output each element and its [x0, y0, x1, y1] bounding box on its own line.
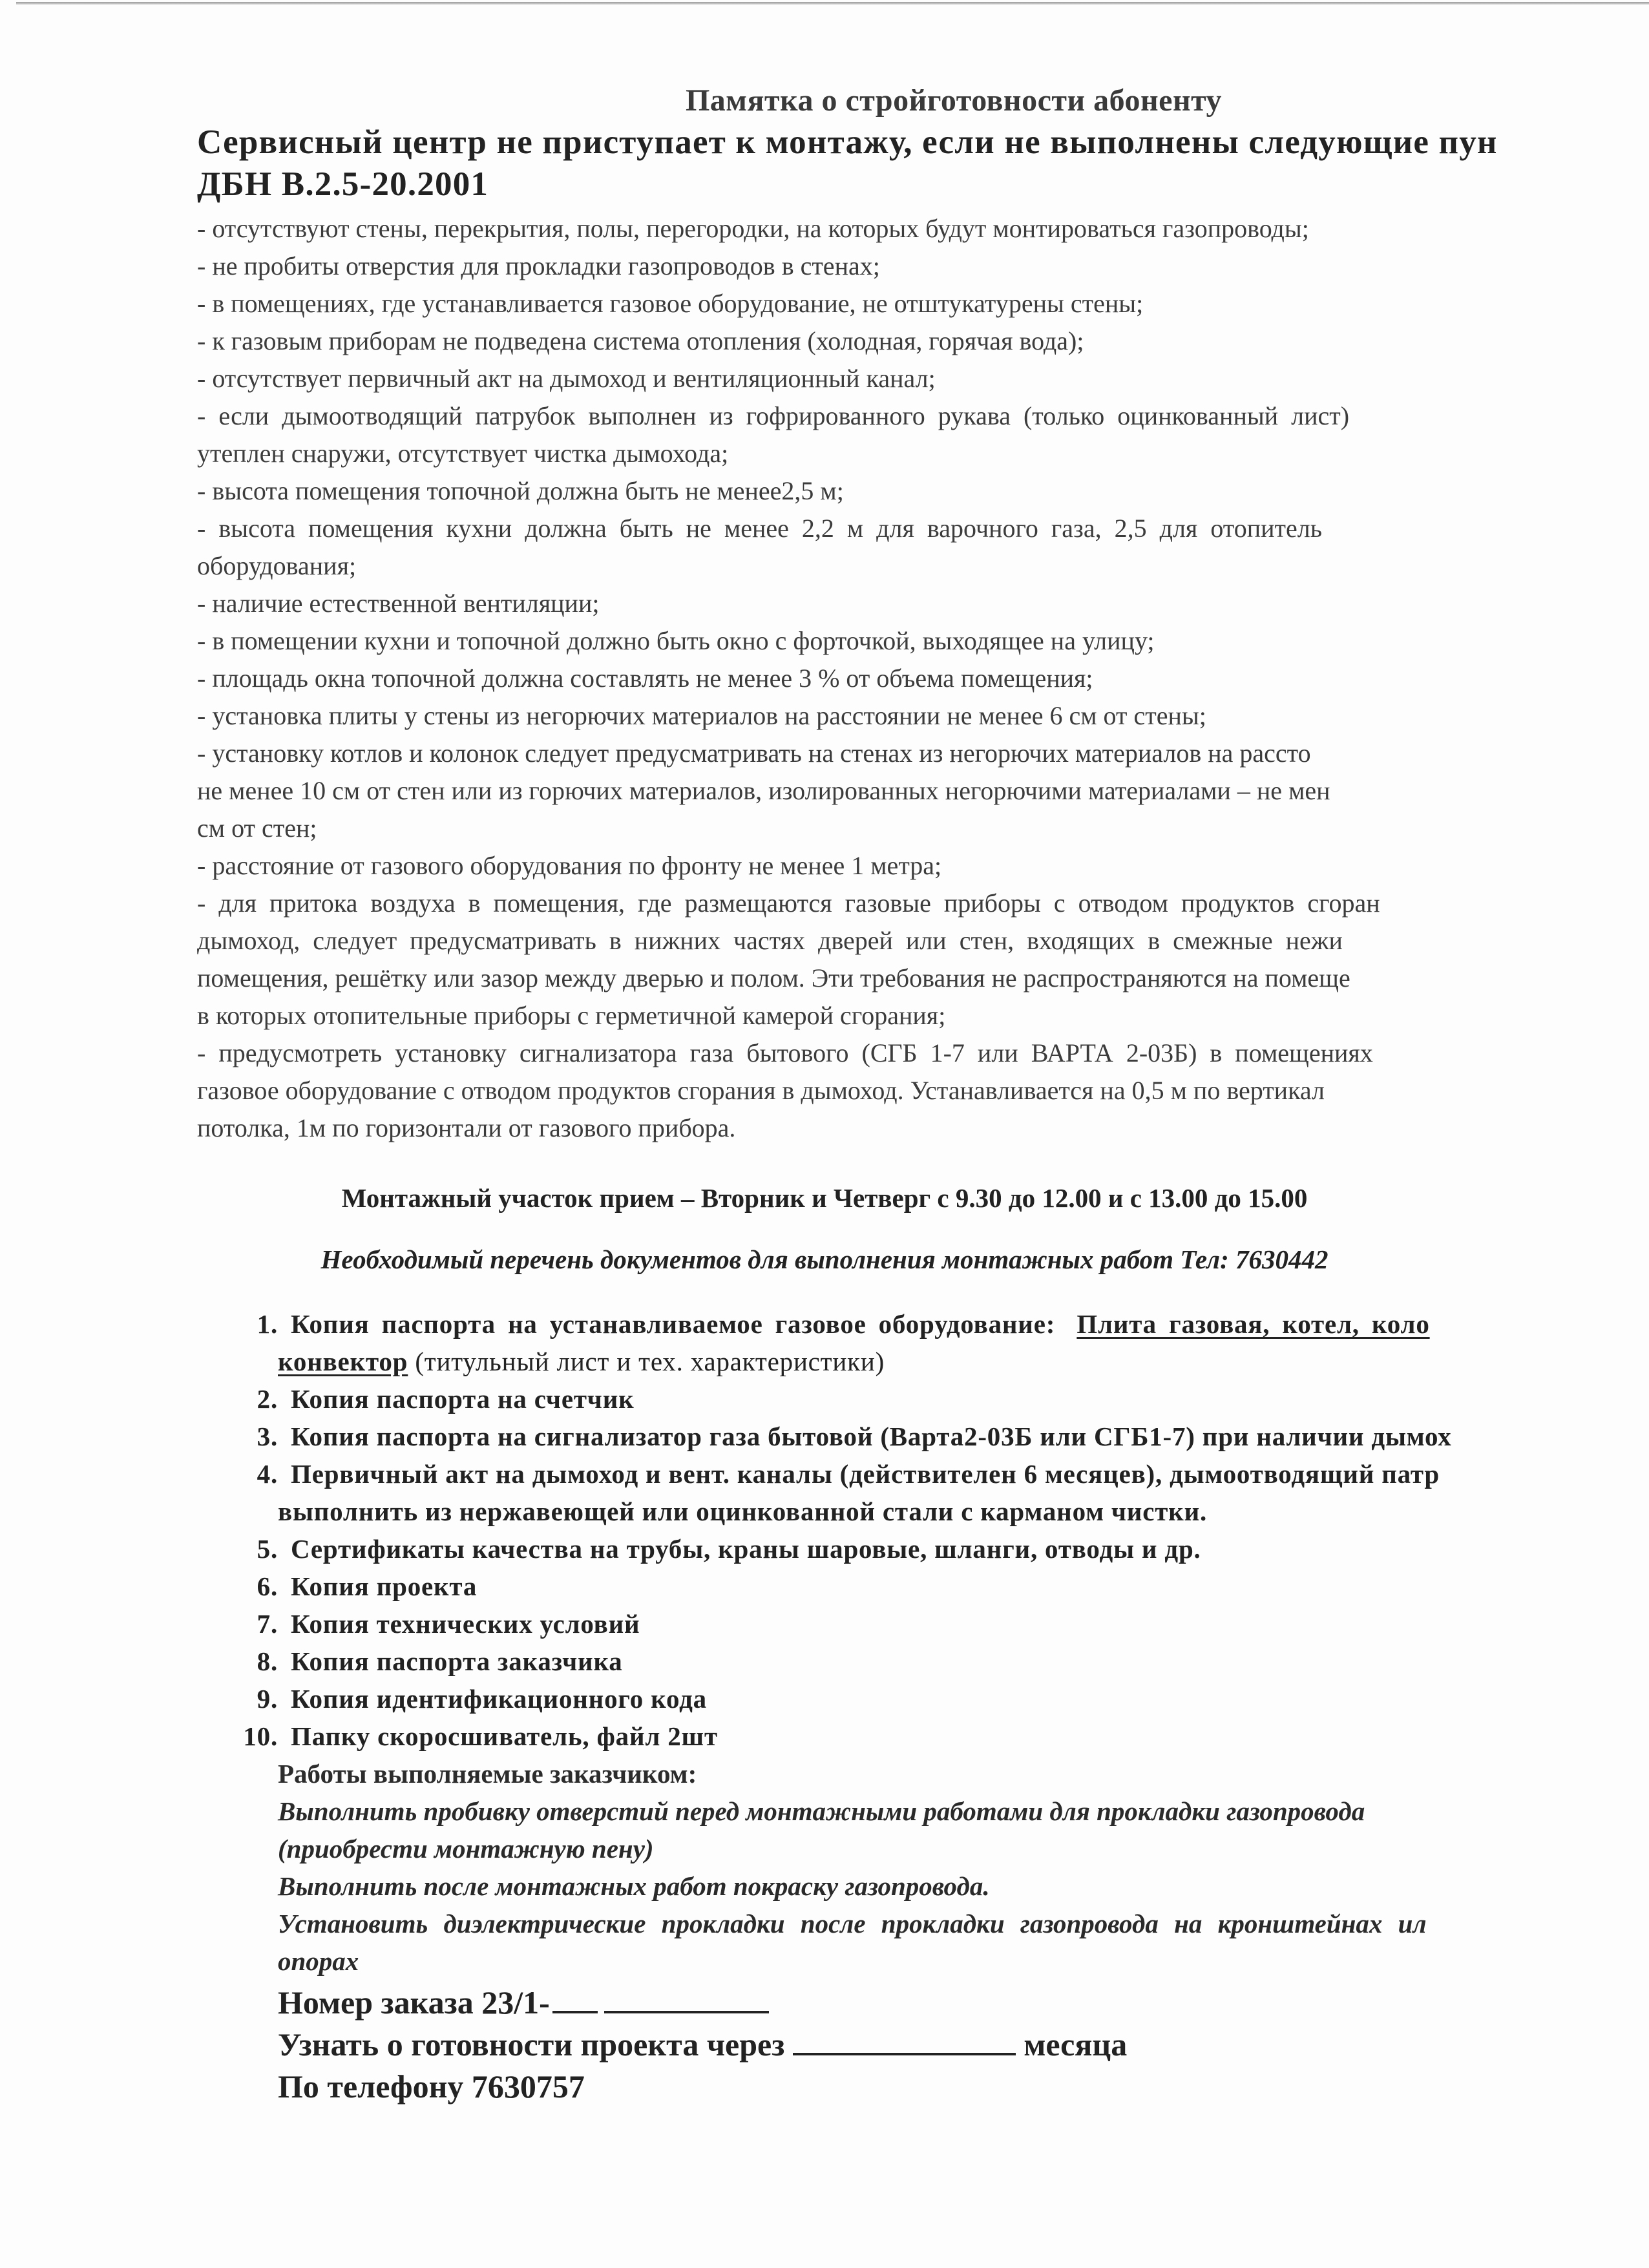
- requirement-line: - установка плиты у стены из негорючих материалов на расстоянии не менее 6 см от стены;: [197, 701, 1206, 730]
- list-item-continuation: конвектор (титульный лист и тех. характеристики): [278, 1347, 885, 1376]
- phone-line: По телефону 7630757: [278, 2068, 585, 2105]
- list-item: 9. Копия идентификационного кода: [257, 1684, 707, 1714]
- customer-works-title: Работы выполняемые заказчиком:: [278, 1759, 697, 1789]
- requirement-line: в которых отопительные приборы с герметичной камерой сгорания;: [197, 1001, 946, 1030]
- months-blank[interactable]: [793, 2027, 1016, 2055]
- list-item: 6. Копия проекта: [257, 1571, 478, 1601]
- list-item: 8. Копия паспорта заказчика: [257, 1646, 623, 1676]
- requirement-line: - к газовым приборам не подведена система отопления (холодная, горячая вода);: [197, 326, 1084, 355]
- requirement-line: - для притока воздуха в помещения, где размещаются газовые приборы с отводом продуктов сгоран: [197, 888, 1380, 918]
- requirement-line: помещения, решётку или зазор между дверью и полом. Эти требования не распространяются на помеще: [197, 963, 1350, 992]
- customer-work-line: Выполнить после монтажных работ покраску газопровода.: [278, 1871, 990, 1901]
- requirement-line: - наличие естественной вентиляции;: [197, 589, 600, 618]
- requirement-line: дымоход, следует предусматривать в нижних частях дверей или стен, входящих в смежные нежи: [197, 926, 1343, 955]
- document-title: Памятка о стройготовности абоненту: [685, 83, 1223, 118]
- requirement-line: - высота помещения кухни должна быть не менее 2,2 м для варочного газа, 2,5 для отопитель: [197, 514, 1322, 543]
- requirement-line: - установку котлов и колонок следует предусматривать на стенах из негорючих материалов на рассто: [197, 739, 1311, 768]
- list-item: 1. Копия паспорта на устанавливаемое газовое оборудование: Плита газовая, котел, коло: [257, 1309, 1430, 1339]
- customer-work-line: Выполнить пробивку отверстий перед монтажными работами для прокладки газопровода: [278, 1796, 1365, 1826]
- requirement-line: - отсутствуют стены, перекрытия, полы, перегородки, на которых будут монтироваться газопроводы;: [197, 214, 1309, 243]
- schedule-line: Монтажный участок прием – Вторник и Четверг с 9.30 до 12.00 и с 13.00 до 15.00: [341, 1183, 1308, 1213]
- list-item-continuation: выполнить из нержавеющей или оцинкованной стали с карманом чистки.: [278, 1496, 1208, 1526]
- customer-work-line: опорах: [278, 1946, 359, 1976]
- requirement-line: - высота помещения топочной должна быть не менее2,5 м;: [197, 476, 844, 505]
- requirement-line: потолка, 1м по горизонтали от газового прибора.: [197, 1113, 736, 1142]
- requirement-line: - площадь окна топочной должна составлять не менее 3 % от объема помещения;: [197, 664, 1093, 693]
- requirement-line: газовое оборудование с отводом продуктов сгорания в дымоход. Устанавливается на 0,5 м по вертикал: [197, 1076, 1325, 1105]
- list-item: 3. Копия паспорта на сигнализатор газа бытовой (Варта2-03Б или СГБ1-7) при наличии дымох: [257, 1422, 1452, 1451]
- list-item: 2. Копия паспорта на счетчик: [257, 1384, 635, 1414]
- project-ready-line: Узнать о готовности проекта через месяца: [278, 2026, 1128, 2063]
- requirement-line: - в помещениях, где устанавливается газовое оборудование, не отштукатурены стены;: [197, 289, 1144, 318]
- documents-heading: Необходимый перечень документов для выполнения монтажных работ Тел: 7630442: [320, 1244, 1329, 1274]
- order-number-blank-2[interactable]: [604, 1985, 769, 2013]
- order-number-blank-1[interactable]: [552, 1985, 598, 2013]
- requirement-line: утеплен снаружи, отсутствует чистка дымохода;: [197, 439, 729, 468]
- requirement-line: - расстояние от газового оборудования по фронту не менее 1 метра;: [197, 851, 942, 880]
- requirement-line: - предусмотреть установку сигнализатора газа бытового (СГБ 1-7 или ВАРТА 2-03Б) в помещениях: [197, 1038, 1373, 1067]
- customer-work-line: (приобрести монтажную пену): [278, 1834, 654, 1864]
- requirement-line: см от стен;: [197, 814, 317, 843]
- order-number-line: Номер заказа 23/1-: [278, 1984, 769, 2021]
- requirement-line: - не пробиты отверстия для прокладки газопроводов в стенах;: [197, 251, 880, 280]
- requirement-line: - если дымоотводящий патрубок выполнен из гофрированного рукава (только оцинкованный лист): [197, 401, 1350, 430]
- heading-line-2: ДБН В.2.5-20.2001: [197, 165, 489, 203]
- scan-edge-line: [16, 2, 1649, 5]
- requirement-line: - отсутствует первичный акт на дымоход и вентиляционный канал;: [197, 364, 936, 393]
- customer-work-line: Установить диэлектрические прокладки после прокладки газопровода на кронштейнах ил: [278, 1909, 1427, 1938]
- heading-line-1: Сервисный центр не приступает к монтажу, если не выполнены следующие пун: [197, 123, 1498, 161]
- requirement-line: - в помещении кухни и топочной должно быть окно с форточкой, выходящее на улицу;: [197, 626, 1155, 655]
- requirement-line: не менее 10 см от стен или из горючих материалов, изолированных негорючими материалами – не мен: [197, 776, 1330, 805]
- list-item: 10. Папку скоросшиватель, файл 2шт: [243, 1721, 718, 1751]
- list-item: 7. Копия технических условий: [257, 1609, 640, 1639]
- list-item: 4. Первичный акт на дымоход и вент. каналы (действителен 6 месяцев), дымоотводящий патр: [257, 1459, 1440, 1489]
- list-item: 5. Сертификаты качества на трубы, краны шаровые, шланги, отводы и др.: [257, 1534, 1201, 1564]
- requirement-line: оборудования;: [197, 551, 357, 580]
